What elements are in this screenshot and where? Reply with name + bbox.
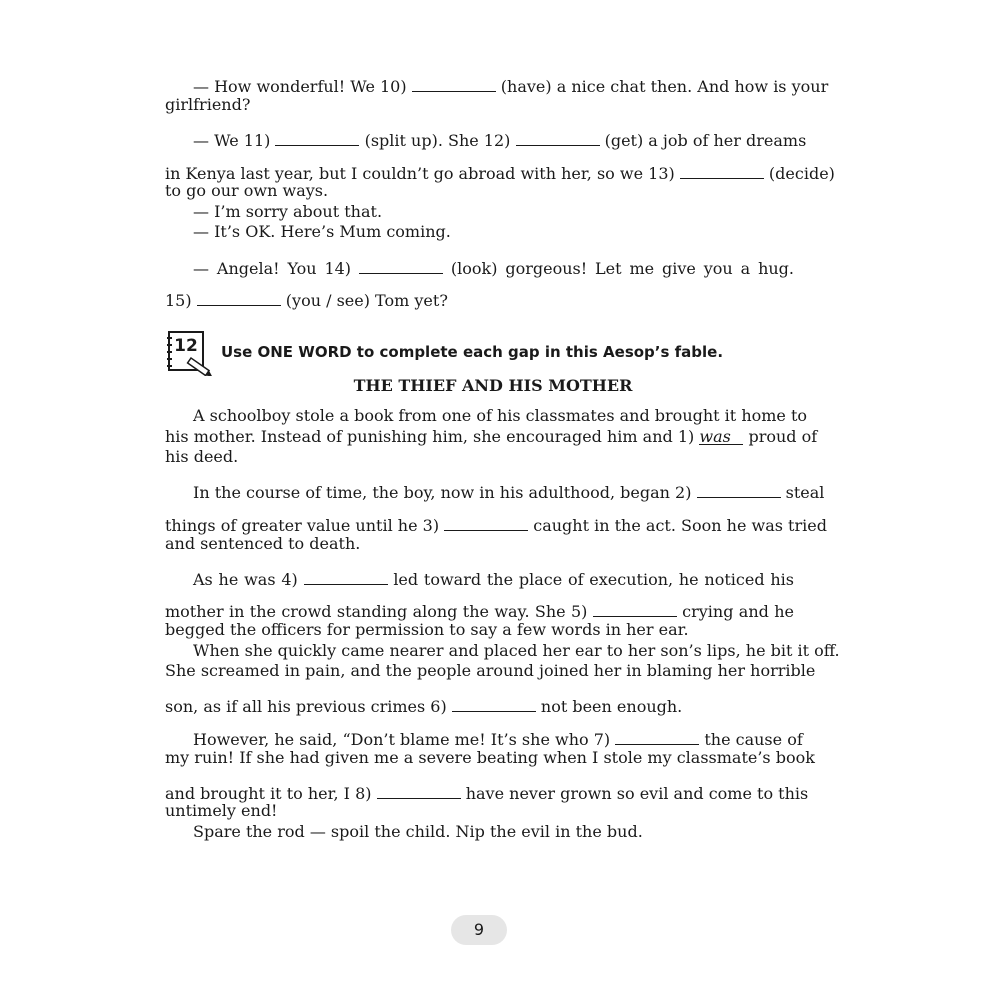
fable-line: She screamed in pain, and the people around joined her in blaming her horrible [165,661,816,680]
notebook-pencil-icon [165,330,219,376]
answer-gap-15[interactable] [197,288,281,306]
fable-line: and brought it to her, I 8) have never grown so evil and come to this [165,781,794,804]
fable-line: his deed. [165,447,239,466]
dialogue-line: girlfriend? [165,95,251,114]
fable-line: and sentenced to death. [165,534,361,553]
answer-gap-13[interactable] [680,161,764,179]
dialogue-line: 15) (you / see) Tom yet? [165,288,794,311]
answer-gap-7[interactable] [615,727,699,745]
dialogue-line: — It’s OK. Here’s Mum coming. [193,222,451,241]
answer-gap-14[interactable] [359,256,443,274]
dialogue-line: — Angela! You 14) (look) gorgeous! Let me give you a hug. [165,256,794,279]
dialogue-line: — I’m sorry about that. [193,202,383,221]
fable-line: begged the officers for permission to say a few words in her ear. [165,620,689,639]
answer-gap-2[interactable] [697,480,781,498]
fable-line: A schoolboy stole a book from one of his classmates and brought it home to [193,406,808,425]
dialogue-line: in Kenya last year, but I couldn’t go abroad with her, so we 13) (decide) [165,161,794,184]
fable-line: my ruin! If she had given me a severe beating when I stole my classmate’s book [165,748,815,767]
fable-line: As he was 4) led toward the place of execution, he noticed his [165,567,794,590]
fable-line: When she quickly came nearer and placed her ear to her son’s lips, he bit it off. [193,641,840,660]
answer-gap-3[interactable] [444,513,528,531]
fable-line: In the course of time, the boy, now in his adulthood, began 2) steal [165,480,794,503]
exercise-number: 12 [174,336,198,356]
fable-title: THE THIEF AND HIS MOTHER [353,376,633,395]
answer-gap-4[interactable] [304,567,388,585]
answer-gap-11[interactable] [275,128,359,146]
fable-line: untimely end! [165,801,278,820]
fable-line: his mother. Instead of punishing him, she encouraged him and 1) was proud of [165,427,818,446]
fable-line: son, as if all his previous crimes 6) not been enough. [165,694,794,717]
exercise-instruction: Use ONE WORD to complete each gap in this Aesop’s fable. [221,343,724,361]
fable-line: However, he said, “Don’t blame me! It’s she who 7) the cause of [165,727,794,750]
dialogue-line: to go our own ways. [165,181,329,200]
fable-moral: Spare the rod — spoil the child. Nip the evil in the bud. [193,822,643,841]
example-answer: was [699,427,743,445]
dialogue-line: — How wonderful! We 10) (have) a nice chat then. And how is your [165,74,794,97]
answer-gap-12[interactable] [516,128,600,146]
fable-line: things of greater value until he 3) caught in the act. Soon he was tried [165,513,794,536]
answer-gap-6[interactable] [452,694,536,712]
answer-gap-8[interactable] [377,781,461,799]
dialogue-line: — We 11) (split up). She 12) (get) a job of her dreams [165,128,794,151]
page-number: 9 [451,915,507,945]
fable-line: mother in the crowd standing along the way. She 5) crying and he [165,599,794,622]
answer-gap-5[interactable] [593,599,677,617]
answer-gap-10[interactable] [412,74,496,92]
